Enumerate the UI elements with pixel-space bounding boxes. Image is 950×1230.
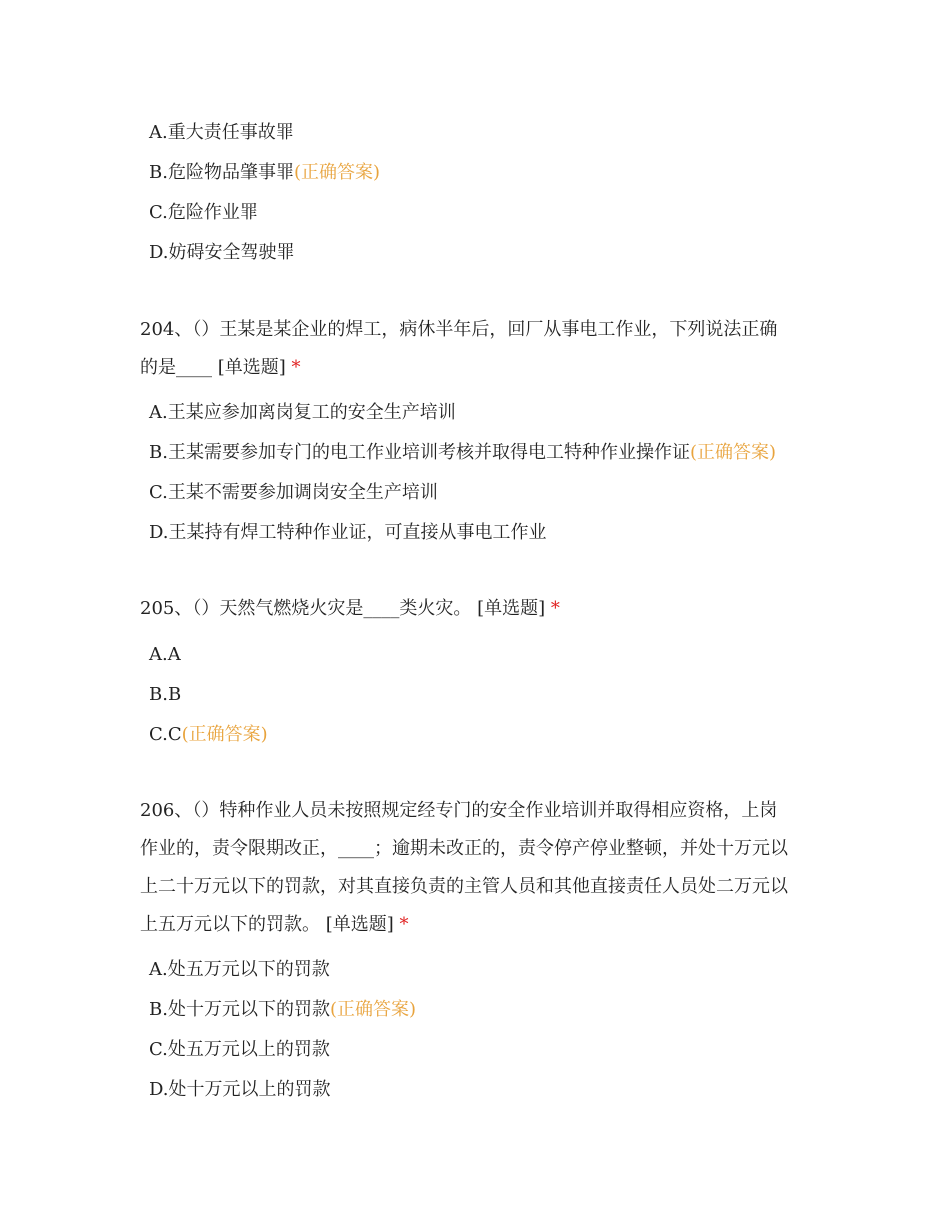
- q205-line-1-text: 205、（）天然气燃烧火灾是____类火灾。 [单选题]: [140, 598, 546, 619]
- option-text: C.危险作业罪: [149, 202, 258, 223]
- correct-answer-mark: (正确答案): [329, 999, 416, 1020]
- q206-line-1: 206、（）特种作业人员未按照规定经专门的安全作业培训并取得相应资格，上岗: [140, 800, 778, 821]
- q206-line-3: 上二十万元以下的罚款，对其直接负责的主管人员和其他直接责任人员处二万元以: [140, 876, 788, 897]
- required-mark: *: [291, 357, 301, 378]
- required-mark: *: [399, 914, 409, 935]
- q204-option-d[interactable]: [149, 521, 547, 545]
- q206-question: [140, 792, 815, 944]
- q206-option-c[interactable]: [149, 1038, 330, 1062]
- q206-option-b[interactable]: [149, 998, 416, 1022]
- q204-option-c[interactable]: [149, 481, 438, 505]
- q204-option-a[interactable]: [149, 401, 456, 425]
- q206-line-4-text: 上五万元以下的罚款。 [单选题]: [140, 914, 394, 935]
- option-text: A.王某应参加离岗复工的安全生产培训: [149, 402, 456, 423]
- option-text: B.王某需要参加专门的电工作业培训考核并取得电工特种作业操作证: [149, 442, 690, 463]
- correct-answer-mark: (正确答案): [689, 442, 776, 463]
- option-text: B.危险物品肇事罪: [149, 162, 294, 183]
- q203-option-a[interactable]: [149, 121, 294, 145]
- option-text: D.处十万元以上的罚款: [149, 1079, 331, 1100]
- q206-line-4: [140, 906, 815, 944]
- q205-option-a[interactable]: [149, 643, 181, 667]
- option-text: C.王某不需要参加调岗安全生产培训: [149, 482, 438, 503]
- correct-answer-mark: (正确答案): [181, 724, 268, 745]
- option-text: D.妨碍安全驾驶罪: [149, 242, 295, 263]
- q203-option-b[interactable]: [149, 161, 380, 185]
- q205-option-c[interactable]: [149, 723, 268, 747]
- option-text: D.王某持有焊工特种作业证，可直接从事电工作业: [149, 522, 547, 543]
- option-text: A.重大责任事故罪: [149, 122, 294, 143]
- q204-line-1: 204、（）王某是某企业的焊工，病休半年后，回厂从事电工作业，下列说法正确: [140, 319, 778, 340]
- option-text: A.A: [149, 644, 181, 665]
- q204-option-b[interactable]: [149, 441, 776, 465]
- q204-question: [140, 311, 815, 387]
- q204-line-2-text: 的是____ [单选题]: [140, 357, 286, 378]
- q203-option-d[interactable]: [149, 241, 295, 265]
- q205-option-b[interactable]: [149, 683, 181, 707]
- option-text: C.C: [149, 724, 182, 745]
- option-text: B.B: [149, 684, 182, 705]
- q206-line-2: 作业的，责令限期改正，____；逾期未改正的，责令停产停业整顿，并处十万元以: [140, 838, 788, 859]
- q205-question: [140, 590, 815, 628]
- option-text: B.处十万元以下的罚款: [149, 999, 330, 1020]
- q203-option-c[interactable]: [149, 201, 258, 225]
- q206-option-a[interactable]: [149, 958, 330, 982]
- correct-answer-mark: (正确答案): [293, 162, 380, 183]
- option-text: C.处五万元以上的罚款: [149, 1039, 330, 1060]
- q204-line-2: [140, 349, 815, 387]
- option-text: A.处五万元以下的罚款: [149, 959, 330, 980]
- required-mark: *: [550, 598, 560, 619]
- q205-line-1: [140, 590, 815, 628]
- q206-option-d[interactable]: [149, 1078, 331, 1102]
